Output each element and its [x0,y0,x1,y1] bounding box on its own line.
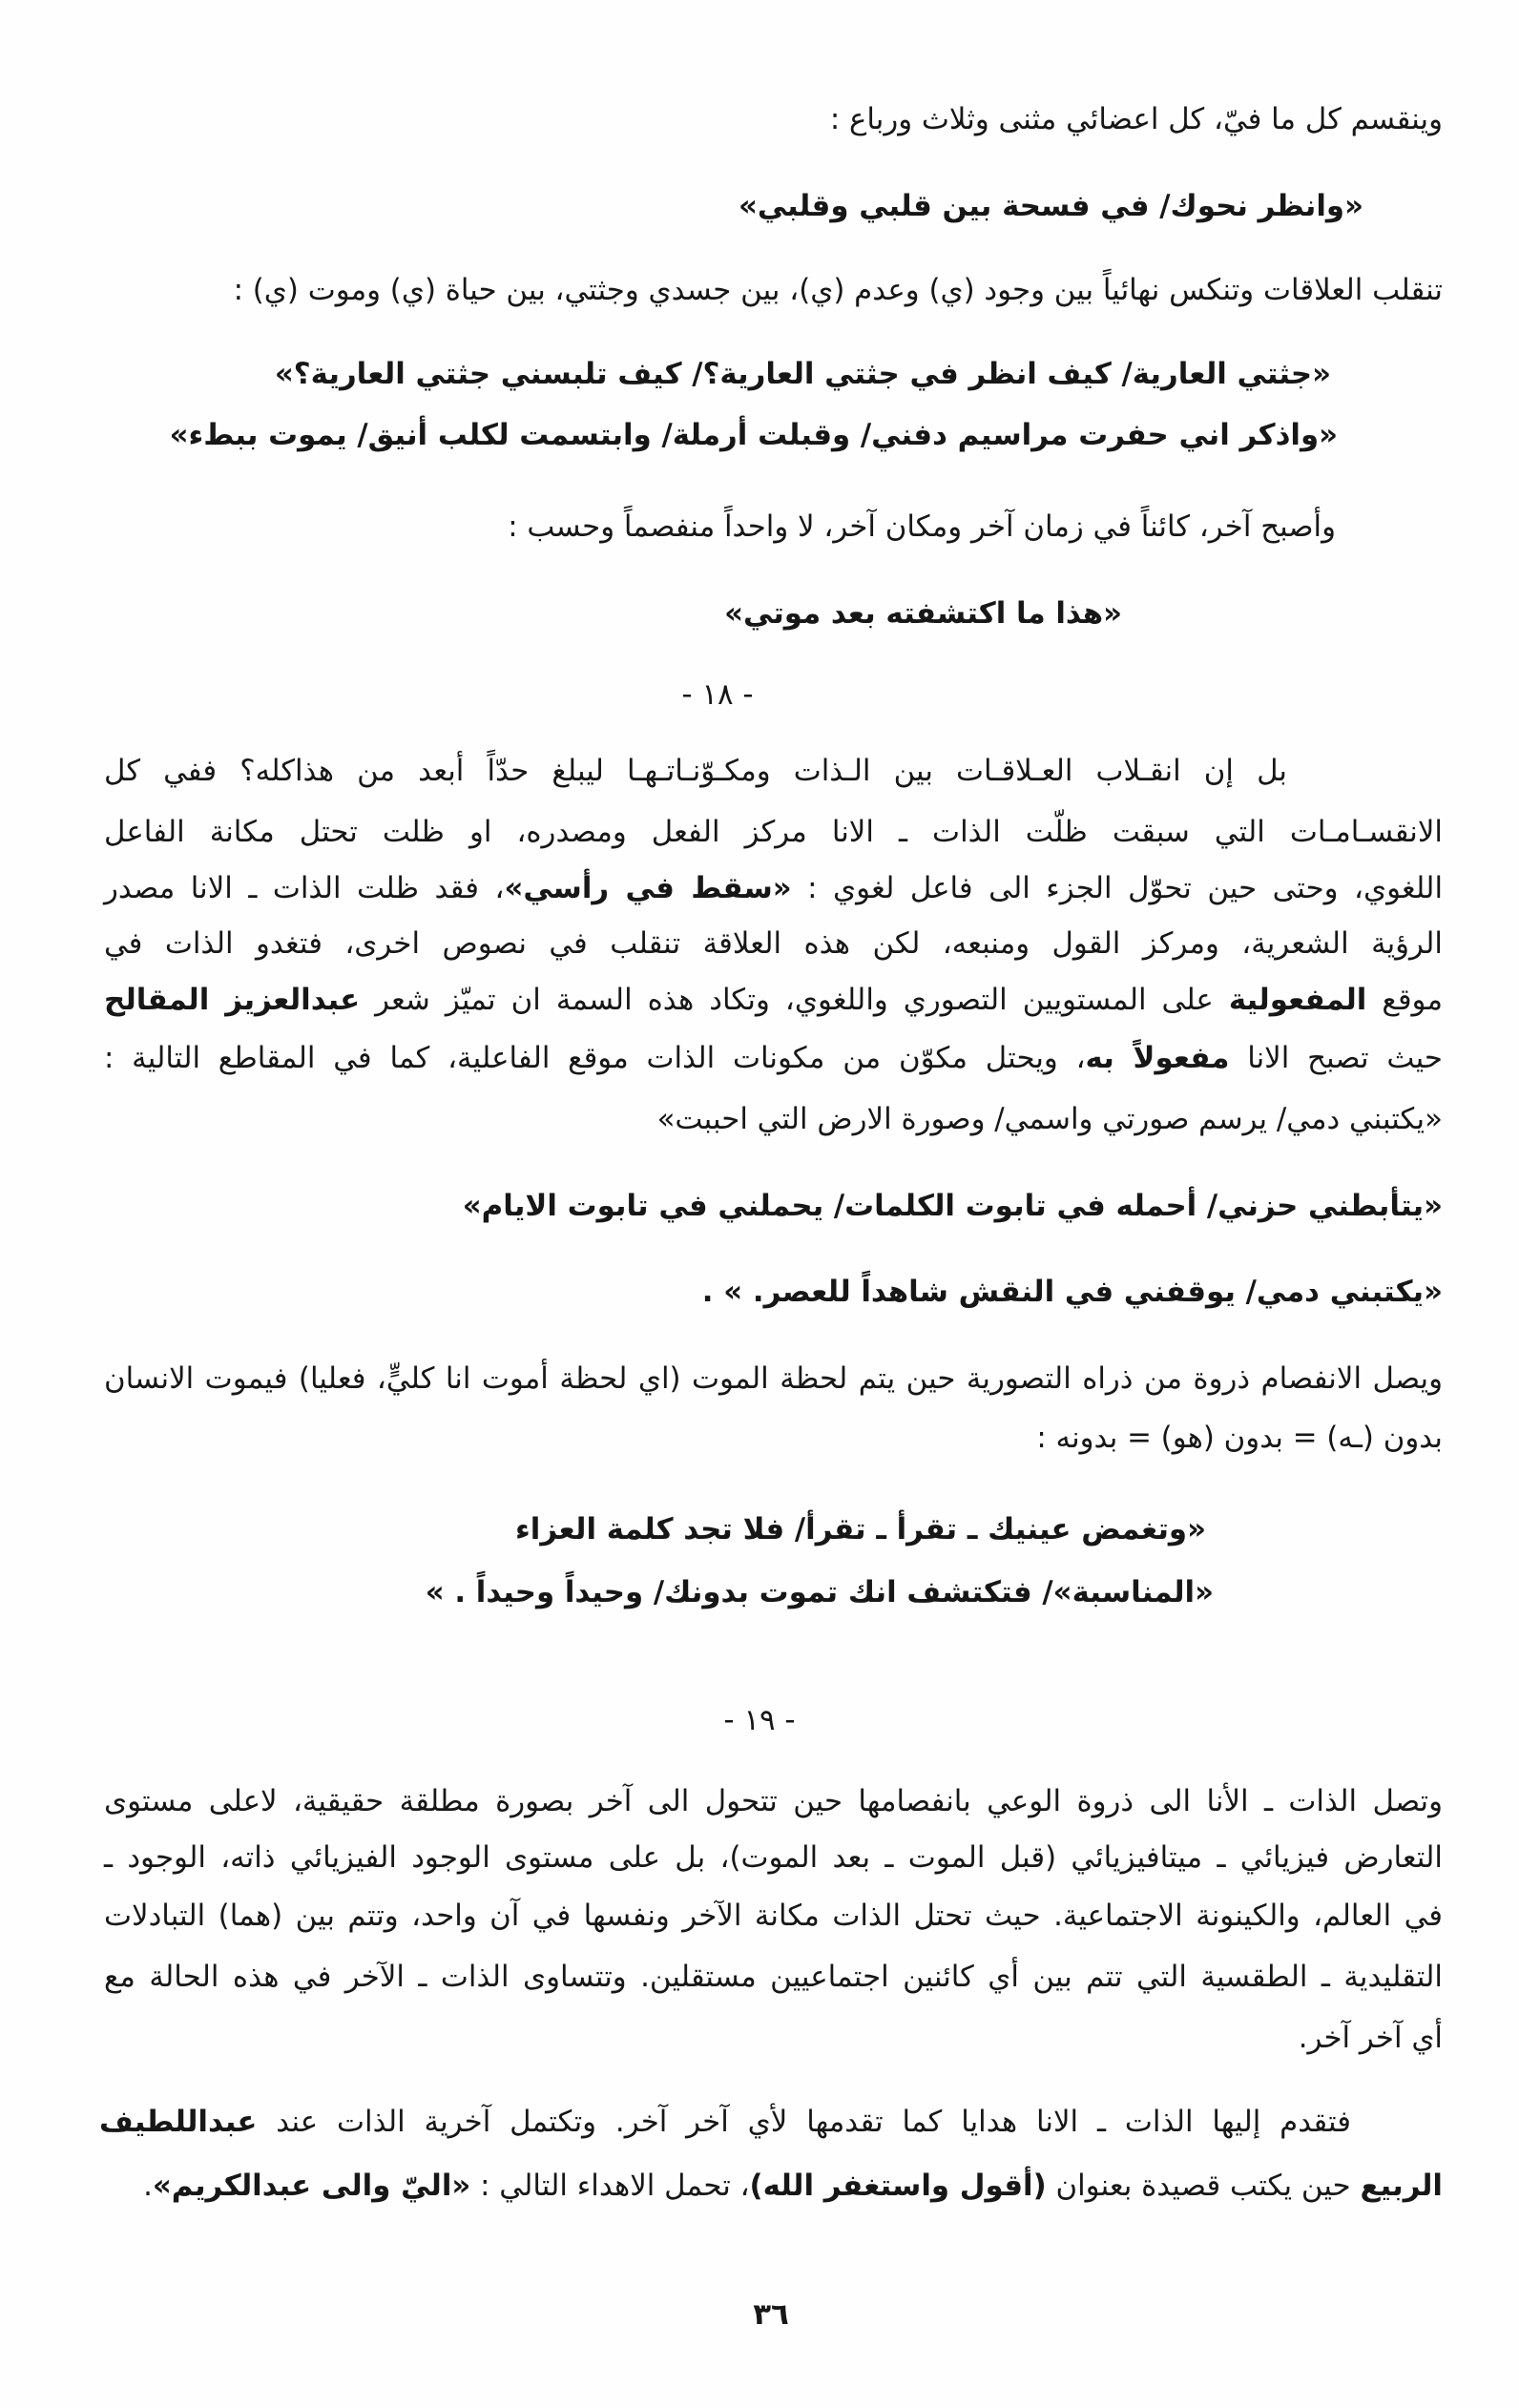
emphasized-text: عبدالعزيز المقالح [104,983,361,1017]
body-text-line [101,1409,1443,1466]
poem-quote-line [101,1177,1443,1235]
text-segment: بدون (ـه) = بدون (هو) = بدونه : [1036,1421,1443,1455]
text-segment: فتقدم إليها الذات ـ الانا هدايا كما تقدمها لأي آخر آخر. وتكتمل آخرية الذات عند [257,2105,1351,2139]
body-text-line [101,498,1336,555]
line-content [99,2105,1351,2139]
line-content [104,983,1443,1017]
text-segment: وتصل الذات ـ الأنا الى ذروة الوعي بانفصامها حين تتحول الى آخر بصورة مطلقة حقيقية، لاعلى مستوى [104,1784,1443,1818]
section-number: - ١٩ - [723,1703,796,1737]
text-segment: التقليدية ـ الطقسية التي تتم بين أي كائنين اجتماعيين مستقلين. وتتساوى الذات ـ الآخر في هذه الحالة مع [104,1960,1443,1994]
text-segment: التعارض فيزيائي ـ ميتافيزيائي (قبل الموت ـ بعد الموت)، بل على مستوى الوجود الفيزيائي ذاته، الوجود ـ [104,1840,1443,1875]
text-segment: وينقسم كل ما فيّ، كل اعضائي مثنى وثلاث ورباع : [829,102,1443,136]
quote-text: «هذا ما اكتشفته بعد موتي» [724,596,1122,631]
quote-text: «المناسبة»/ فتكتشف انك تموت بدونك/ وحيداً وحيداً . » [425,1575,1214,1609]
line-content [143,2169,1443,2203]
body-text-line [104,1350,1443,1407]
text-segment: الرؤية الشعرية، ومركز القول ومنبعه، لكن هذه العلاقة تنقلب في نصوص اخرى، فتغدو الذات في [104,926,1443,961]
emphasized-text: «اليّ والى عبدالكريم» [152,2169,471,2203]
text-segment: تنقلب العلاقات وتنكس نهائياً بين وجود (ي) وعدم (ي)، بين جسدي وجثتي، بين حياة (ي) وموت (ي) : [233,273,1443,307]
emphasized-text: الربيع [1360,2169,1443,2203]
quote-text: «واذكر اني حفرت مراسيم دفني/ وقبلت أرملة/ وابتسمت لكلب أنيق/ يموت ببطء» [169,418,1338,452]
text-segment: على المستويين التصوري واللغوي، وتكاد هذه السمة ان تميّز شعر [360,983,1229,1017]
poem-quote-line [101,345,1331,403]
text-segment: وأصبح آخر، كائناً في زمان آخر ومكان آخر، لا واحداً منفصماً وحسب : [508,509,1336,544]
poem-quote-line [101,1564,1214,1621]
text-segment: اللغوي، وحتى حين تحوّل الجزء الى فاعل لغوي : [791,871,1444,905]
body-text-line [104,1829,1443,1886]
body-text-line [104,915,1443,972]
emphasized-text: المفعولية [1228,983,1367,1017]
emphasized-text: (أقول واستغفر الله) [749,2169,1047,2203]
poem-quote-line [101,585,1122,642]
emphasized-text: عبداللطيف [99,2105,258,2139]
poem-quote-line [101,406,1338,464]
poem-quote-line [101,1090,1443,1148]
body-text-line [104,1773,1443,1830]
body-text-line [104,742,1287,799]
text-segment: ، ويحتل مكوّن من مكونات الذات موقع الفاعلية، كما في المقاطع التالية : [104,1041,1086,1075]
quote-text: «جثتي العارية/ كيف انظر في جثتي العارية؟/ كيف تلبسني جثتي العارية؟» [274,357,1331,391]
emphasized-text: مفعولاً به [1085,1041,1230,1075]
text-segment: حين يكتب قصيدة بعنوان [1046,2169,1361,2203]
line-content [104,1041,1443,1075]
quote-text: «يكتبني دمي/ يوقفني في النقش شاهداً للعصر. » . [701,1275,1443,1309]
poem-quote-line [101,1501,1206,1558]
section-number: - ١٨ - [681,677,754,712]
body-text-line [104,1887,1443,1944]
text-segment: في العالم، والكينونة الاجتماعية. حيث تحتل الذات مكانة الآخر ونفسها في آن واحد، وتتم بين (هما) التبادلات [104,1899,1443,1933]
text-segment: بل إن انقـلاب العـلاقـات بين الـذات ومكـوّنـاتـهـا ليبلغ حدّاً أبعد من هذاكله؟ ففي كل [104,754,1287,788]
body-text-line [104,1029,1443,1087]
page-number: ٣٦ [753,2297,789,2332]
body-text-line [99,2093,1351,2150]
text-segment: موقع [1366,983,1443,1017]
text-segment: ويصل الانفصام ذروة من ذراه التصورية حين يتم لحظة الموت (اي لحظة أموت انا كليٍّ، فعليا) فيموت الانسان [104,1361,1443,1396]
quote-text: «يكتبني دمي/ يرسم صورتي واسمي/ وصورة الارض التي احببت» [656,1102,1443,1136]
emphasized-text: «سقط في رأسي» [504,871,792,905]
text-segment: الانقسـامـات التي سبقت ظلّت الذات ـ الانا مركز الفعل ومصدره، او ظلت تحتل مكانة الفاعل [104,815,1443,849]
body-text-line [101,2157,1443,2214]
body-text-line [101,2009,1443,2066]
body-text-line [101,91,1443,148]
poem-quote-line [101,177,1363,235]
quote-text: «وانظر نحوك/ في فسحة بين قلبي وقلبي» [738,189,1363,223]
text-segment: . [143,2169,153,2203]
body-text-line [104,971,1443,1028]
line-content [104,871,1443,905]
body-text-line [101,261,1443,319]
text-segment: حيث تصبح الانا [1229,1041,1443,1075]
text-segment: أي آخر آخر. [1298,2021,1443,2055]
text-segment: ، تحمل الاهداء التالي : [470,2169,750,2203]
quote-text: «يتأبطني حزني/ أحمله في تابوت الكلمات/ يحملني في تابوت الايام» [462,1189,1443,1223]
quote-text: «وتغمض عينيك ـ تقرأ ـ تقرأ/ فلا تجد كلمة العزاء [515,1512,1206,1547]
body-text-line [104,803,1443,861]
text-segment: ، فقد ظلت الذات ـ الانا مصدر [104,871,505,905]
body-text-line [104,1948,1443,2005]
poem-quote-line [101,1263,1443,1320]
body-text-line [104,860,1443,917]
